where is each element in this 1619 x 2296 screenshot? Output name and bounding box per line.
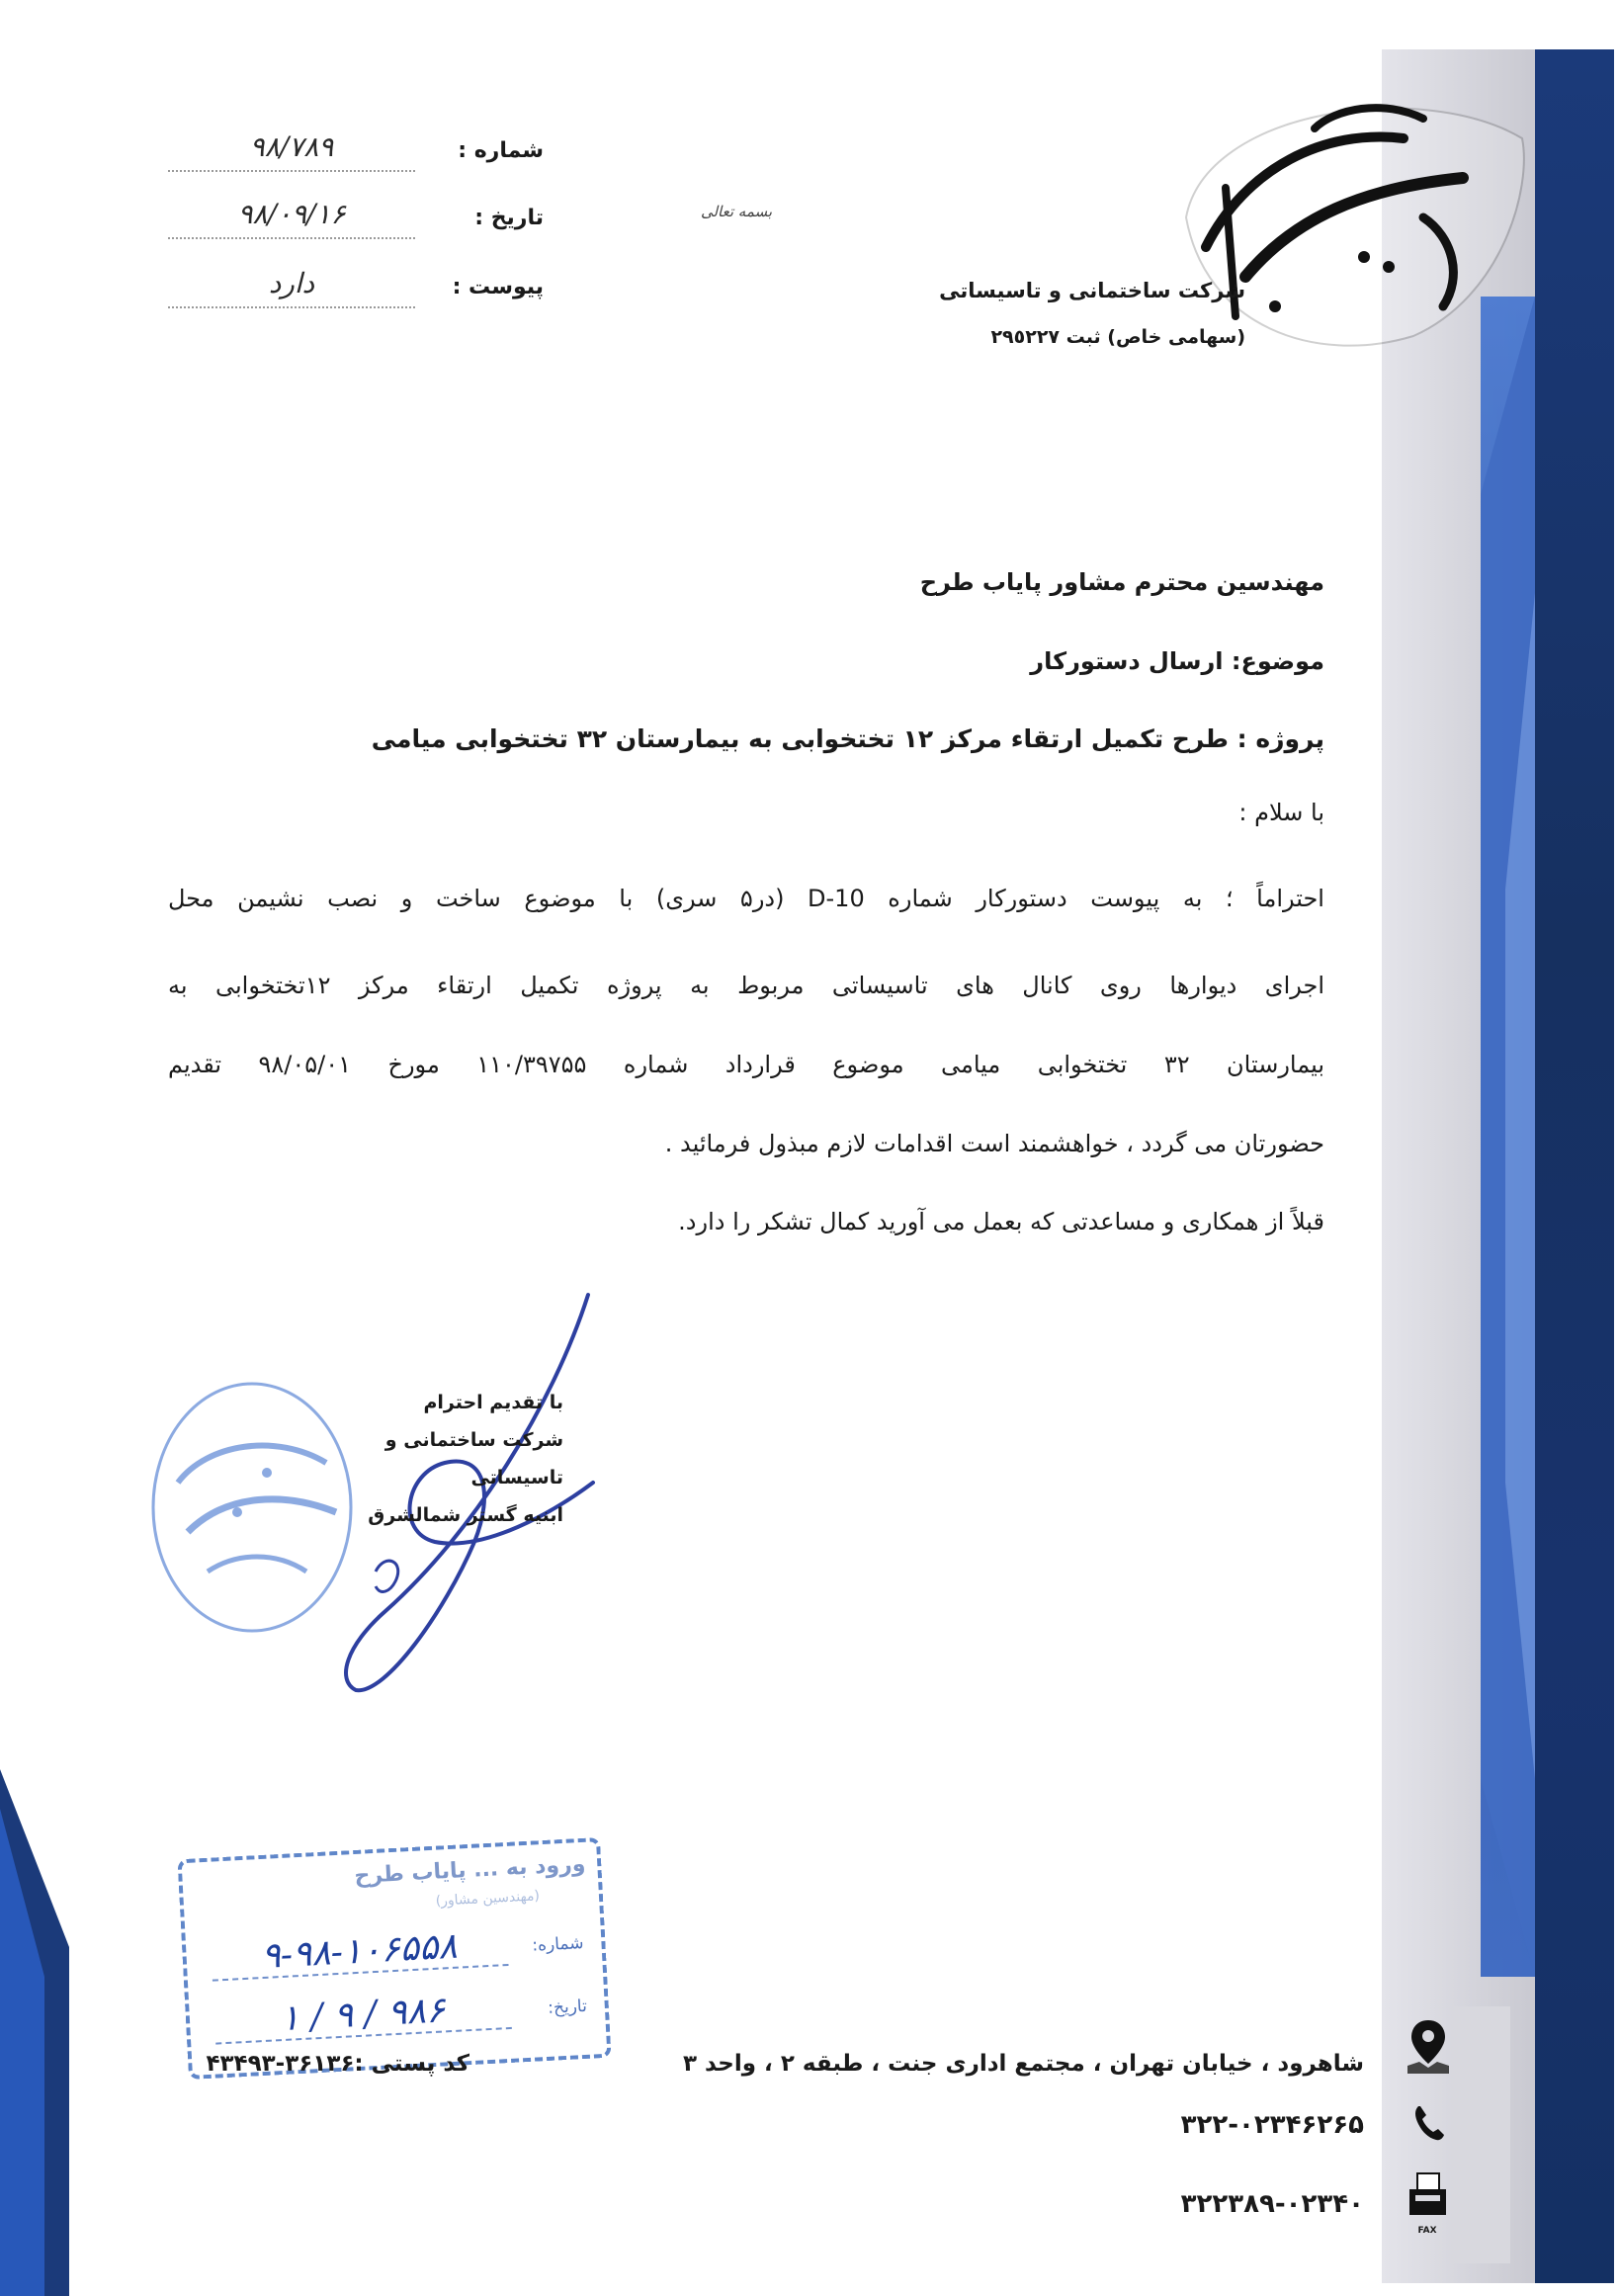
number-label: شماره : — [458, 138, 544, 163]
company-registration: (سهامی خاص) ثبت ٢٩٥٢٢٧ — [990, 326, 1245, 348]
basmala: بسمه تعالی — [700, 203, 773, 220]
body-line: اجرای دیوارها روی کانال های تاسیساتی مربوط به پروژه تکمیل ارتقاء مرکز ١٢تختخوابی به — [168, 972, 1324, 999]
signature-line-2: شرکت ساختمانی و تاسیساتی — [384, 1429, 563, 1488]
attachment-label: پیوست : — [452, 275, 544, 299]
receipt-stamp — [177, 1837, 611, 2080]
stamp-title: ورود به ... پایاب طرح — [353, 1851, 586, 1889]
subject: موضوع: ارسال دستورکار — [1030, 647, 1324, 675]
body-line-last: حضورتان می گردد ، خواهشمند است اقدامات لازم مبذول فرمائید . — [664, 1130, 1324, 1157]
signature-line-1: با تقدیم احترام — [423, 1392, 563, 1413]
stamp-date-row — [199, 1982, 596, 2057]
stamp-number-value: ١٠-٩٨-٩۶۵۵٨ — [211, 1923, 509, 1982]
date-label: تاریخ : — [474, 206, 544, 230]
recipient: مهندسین محترم مشاور پایاب طرح — [919, 568, 1324, 596]
company-logo — [1166, 69, 1542, 366]
date-value: ٩٨/٠٩/١۶ — [168, 198, 415, 239]
stamp-subtitle: (مهندسین مشاور) — [435, 1888, 541, 1910]
stamp-number-label: شماره: — [531, 1932, 584, 1956]
location-pin-icon — [1404, 2016, 1453, 2076]
number-value: ٩٨/٧٨٩ — [168, 130, 415, 172]
body-line: احتراماً ؛ به پیوست دستورکار شماره D-10 (در۵ سری) با موضوع ساخت و نصب نشیمن محل — [168, 885, 1324, 912]
company-name: شرکت ساختمانی و تاسیساتی — [939, 279, 1245, 302]
footer-address: شاهرود ، خیابان تهران ، مجتمع اداری جنت ، طبقه ٢ ، واحد ٣ — [682, 2051, 1364, 2077]
fax-icon-label: FAX — [1417, 2226, 1437, 2236]
right-band-accent — [1481, 297, 1535, 1977]
body-line: بیمارستان ٣٢ تختخوابی میامی موضوع قرارداد شماره ١١٠/٣٩٧۵۵ مورخ ٩٨/٠۵/٠١ تقدیم — [168, 1051, 1325, 1078]
footer-icon-strip — [1451, 2006, 1510, 2263]
right-band-blue — [1535, 49, 1614, 2283]
footer-phone: ٠٢٣-٣٢٢۴۶٢۶۵ — [1180, 2110, 1364, 2140]
meta-number-row — [148, 130, 544, 178]
stamp-number-row — [196, 1919, 593, 1995]
greeting: با سلام : — [1238, 799, 1324, 826]
stamp-date-label: تاریخ: — [547, 1996, 588, 2018]
attachment-value: دارد — [168, 267, 415, 308]
closing-line: قبلاً از همکاری و مساعدتی که بعمل می آورید کمال تشکر را دارد. — [678, 1208, 1324, 1235]
footer-fax: ٠٢٣-٣٢٢٣٨٩۴٠ — [1180, 2189, 1364, 2219]
signature-block — [297, 1384, 563, 1526]
fax-icon — [1406, 2169, 1450, 2229]
project-title: پروژه : طرح تکمیل ارتقاء مرکز ١٢ تختخوابی به بیمارستان ٣٢ تختخوابی میامی — [371, 724, 1324, 753]
left-decoration — [0, 1769, 69, 2296]
meta-date-row — [148, 198, 544, 245]
signature-line-3: ابنیه گستر شمالشرق — [368, 1504, 563, 1526]
footer-postal-code: کد پستی :٣۶١٣۶-۴٣۴٩٣ — [206, 2051, 469, 2077]
stamp-date-value: ٩٨ / ٩ / ١۶ — [213, 1987, 512, 2045]
meta-attachment-row — [148, 267, 544, 314]
phone-icon — [1408, 2100, 1448, 2145]
